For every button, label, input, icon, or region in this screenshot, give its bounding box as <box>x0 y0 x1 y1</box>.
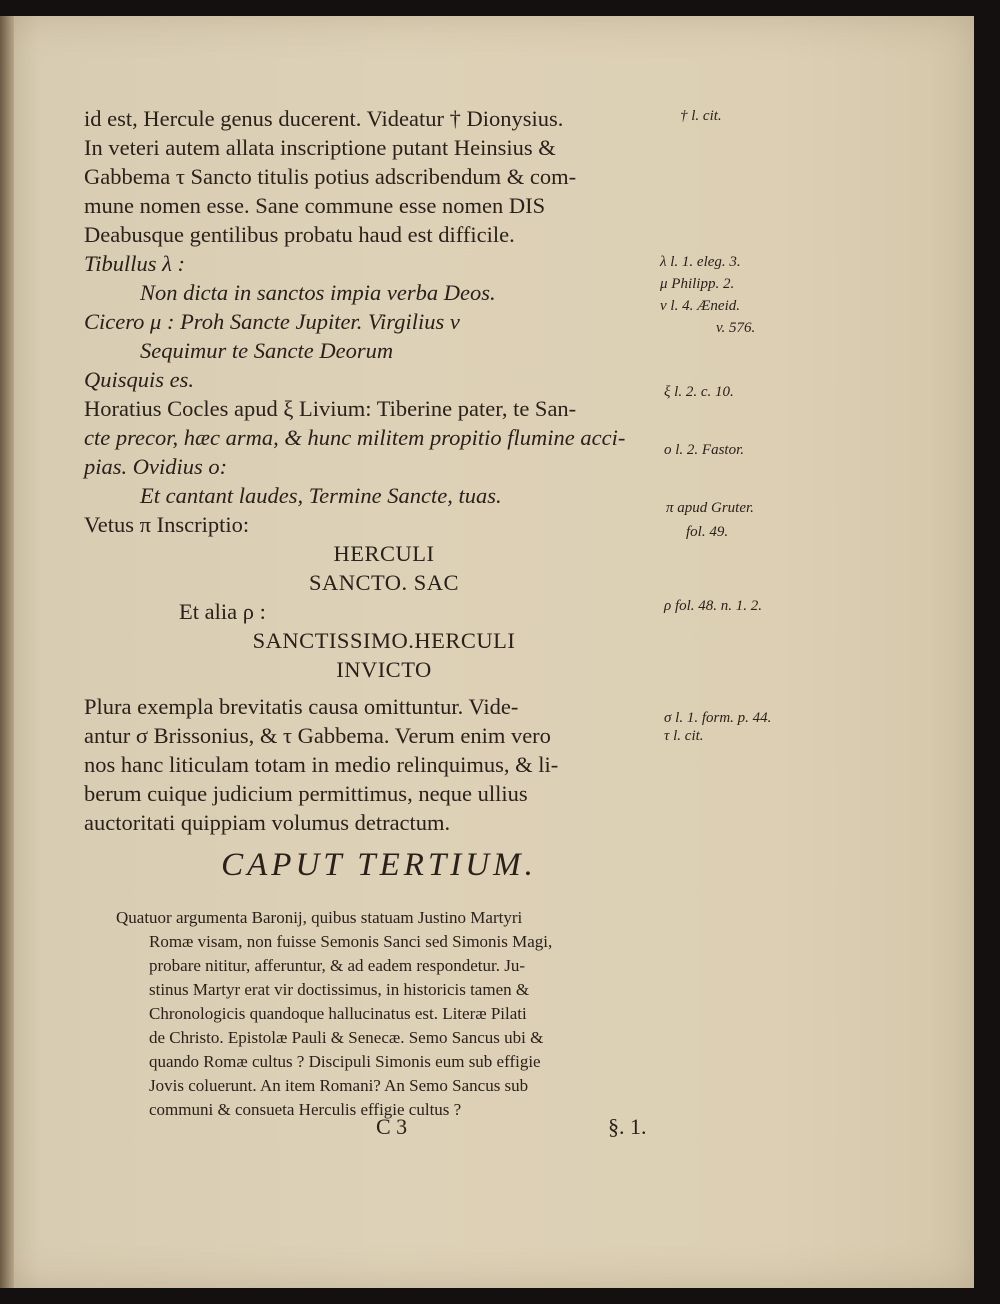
margin-note: μ Philipp. 2. <box>660 276 735 292</box>
summary-line: communi & consueta Herculis effigie cultus ? <box>149 1100 462 1119</box>
margin-note: σ l. 1. form. p. 44. <box>664 710 772 726</box>
margin-note: fol. 49. <box>686 524 729 540</box>
text-line: id est, Hercule genus ducerent. Videatur † Dionysius. <box>84 106 564 131</box>
text-line: antur σ Brissonius, & τ Gabbema. Verum enim vero <box>84 723 551 748</box>
inscription-line: INVICTO <box>336 657 432 682</box>
catchword: §. 1. <box>608 1114 647 1139</box>
verse-line: Non dicta in sanctos impia verba Deos. <box>140 280 496 305</box>
page-binding <box>0 16 14 1288</box>
summary-line: Chronologicis quandoque hallucinatus est. Literæ Pilati <box>149 1004 527 1023</box>
text-line: Plura exempla brevitatis causa omittuntur. Vide- <box>84 694 519 719</box>
text-line: Vetus π Inscriptio: <box>84 512 250 537</box>
book-page <box>0 16 974 1288</box>
verse-line: Et cantant laudes, Termine Sancte, tuas. <box>140 483 502 508</box>
summary-line: probare nititur, afferuntur, & ad eadem respondetur. Ju- <box>149 956 525 975</box>
margin-note: v. 576. <box>716 320 756 336</box>
text-line: In veteri autem allata inscriptione putant Heinsius & <box>84 135 556 160</box>
margin-note: ο l. 2. Fastor. <box>664 442 745 458</box>
inscription-line: SANCTO. SAC <box>308 570 460 595</box>
text-line: Tibullus λ : <box>84 251 186 276</box>
chapter-heading: CAPUT TERTIUM. <box>221 847 537 883</box>
summary-line: Jovis coluerunt. An item Romani? An Semo Sancus sub <box>149 1076 529 1095</box>
margin-note: ξ l. 2. c. 10. <box>664 384 734 400</box>
signature-mark: C 3 <box>376 1114 408 1139</box>
margin-note: † l. cit. <box>680 108 722 124</box>
margin-note: λ l. 1. eleg. 3. <box>660 254 741 270</box>
summary-line: Quatuor argumenta Baronij, quibus statuam Justino Martyri <box>116 908 523 927</box>
text-line: berum cuique judicium permittimus, neque ullius <box>84 781 528 806</box>
inscription-line: SANCTISSIMO.HERCULI <box>252 628 516 653</box>
main-text <box>84 104 674 895</box>
text-line: Cicero μ : Proh Sancte Jupiter. Virgilius ν <box>84 309 460 334</box>
text-line: auctoritati quippiam volumus detractum. <box>84 810 451 835</box>
text-line: Quisquis es. <box>84 367 195 392</box>
text-line: Gabbema τ Sancto titulis potius adscribendum & com- <box>84 164 577 189</box>
text-line: Horatius Cocles apud ξ Livium: Tiberine pater, te San- <box>84 396 577 421</box>
chapter-summary <box>116 906 676 1122</box>
text-line: nos hanc liticulam totam in medio relinquimus, & li- <box>84 752 559 777</box>
summary-line: de Christo. Epistolæ Pauli & Senecæ. Semo Sancus ubi & <box>149 1028 544 1047</box>
summary-line: stinus Martyr erat vir doctissimus, in historicis tamen & <box>149 980 530 999</box>
inscription-line: HERCULI <box>333 541 435 566</box>
text-line: mune nomen esse. Sane commune esse nomen DIS <box>84 193 546 218</box>
summary-line: quando Romæ cultus ? Discipuli Simonis eum sub effigie <box>149 1052 541 1071</box>
margin-note: τ l. cit. <box>664 728 704 744</box>
margin-note: ν l. 4. Æneid. <box>660 298 740 314</box>
text-line: pias. Ovidius ο: <box>84 454 228 479</box>
margin-note: π apud Gruter. <box>666 500 754 516</box>
margin-note: ρ fol. 48. n. 1. 2. <box>664 598 763 614</box>
summary-line: Romæ visam, non fuisse Semonis Sanci sed Simonis Magi, <box>149 932 553 951</box>
verse-line: Sequimur te Sancte Deorum <box>140 338 394 363</box>
text-line: Deabusque gentilibus probatu haud est difficile. <box>84 222 515 247</box>
text-line: Et alia ρ : <box>179 599 266 624</box>
text-line: cte precor, hæc arma, & hunc militem propitio flumine acci- <box>84 425 626 450</box>
